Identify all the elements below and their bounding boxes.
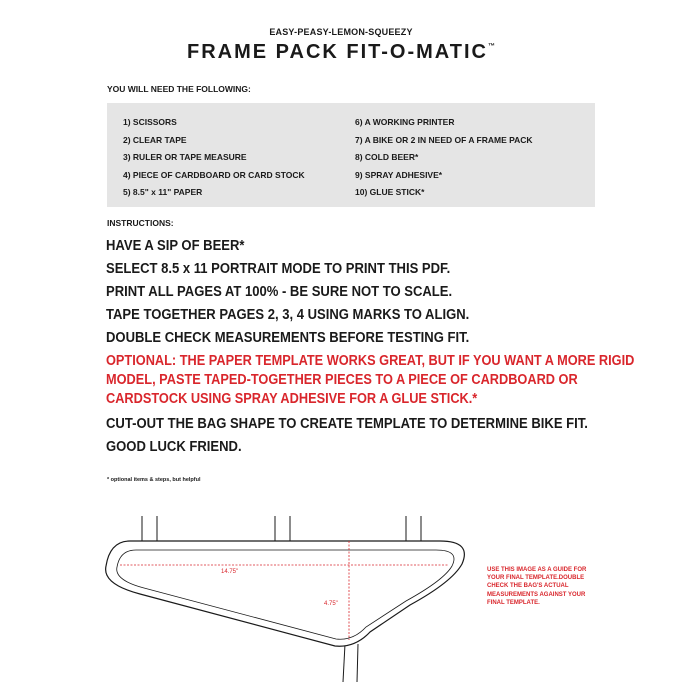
instructions-list xyxy=(106,235,666,459)
supply-item: 6) A WORKING PRINTER xyxy=(355,117,455,127)
supplies-label: YOU WILL NEED THE FOLLOWING: xyxy=(107,84,251,94)
instructions-label: INSTRUCTIONS: xyxy=(107,218,174,228)
kicker-text: EASY-PEASY-LEMON-SQUEEZY xyxy=(269,27,413,37)
page-title xyxy=(0,41,682,64)
supply-item: 3) RULER OR TAPE MEASURE xyxy=(123,152,247,162)
supply-item: 4) PIECE OF CARDBOARD OR CARD STOCK xyxy=(123,169,305,180)
instruction-step: HAVE A SIP OF BEER* xyxy=(106,238,245,254)
supply-item: 9) SPRAY ADHESIVE* xyxy=(355,169,443,180)
instruction-step: SELECT 8.5 x 11 PORTRAIT MODE TO PRINT THIS PDF. xyxy=(106,261,451,277)
instruction-step: PRINT ALL PAGES AT 100% - BE SURE NOT TO SCALE. xyxy=(106,284,453,300)
tube-mark xyxy=(357,644,358,682)
supply-item: 5) 8.5" x 11" PAPER xyxy=(123,187,203,197)
instruction-step: TAPE TOGETHER PAGES 2, 3, 4 USING MARKS TO ALIGN. xyxy=(106,307,470,323)
width-label: 14.75" xyxy=(221,569,239,575)
supply-item: 8) COLD BEER* xyxy=(355,152,419,162)
bag-outer-outline xyxy=(106,541,465,646)
tube-mark xyxy=(343,644,345,682)
instruction-step: CUT-OUT THE BAG SHAPE TO CREATE TEMPLATE TO DETERMINE BIKE FIT. xyxy=(106,416,588,432)
footnote: * optional items & steps, but helpful xyxy=(107,477,201,483)
instruction-step: DOUBLE CHECK MEASUREMENTS BEFORE TESTING FIT. xyxy=(106,330,470,346)
supplies-panel xyxy=(107,103,595,207)
supplies-column-right xyxy=(355,114,533,202)
optional-instruction: OPTIONAL: THE PAPER TEMPLATE WORKS GREAT, BUT IF YOU WANT A MORE RIGID MODEL, PASTE TAPED-TOGETHER PIECES TO A PIECE OF CARDBOARD OR CARDSTOCK USING SPRAY ADHESIVE FOR A GLUE STICK.* xyxy=(106,353,635,407)
frame-bag-diagram xyxy=(100,510,490,682)
supply-item: 7) A BIKE OR 2 IN NEED OF A FRAME PACK xyxy=(355,134,533,145)
supply-item: 2) CLEAR TAPE xyxy=(123,134,187,145)
diagram-note: USE THIS IMAGE AS A GUIDE FOR YOUR FINAL TEMPLATE.DOUBLE CHECK THE BAG'S ACTUAL MEASUREMENTS AGAINST YOUR FINAL TEMPLATE. xyxy=(487,567,587,606)
trademark-mark: ™ xyxy=(488,43,495,50)
height-label: 4.75" xyxy=(324,601,338,607)
title-text: FRAME PACK FIT-O-MATIC xyxy=(186,41,488,63)
supply-item: 1) SCISSORS xyxy=(123,117,177,127)
supply-item: 10) GLUE STICK* xyxy=(355,187,425,197)
instruction-step: GOOD LUCK FRIEND. xyxy=(106,439,242,455)
supplies-column-left xyxy=(123,114,305,202)
